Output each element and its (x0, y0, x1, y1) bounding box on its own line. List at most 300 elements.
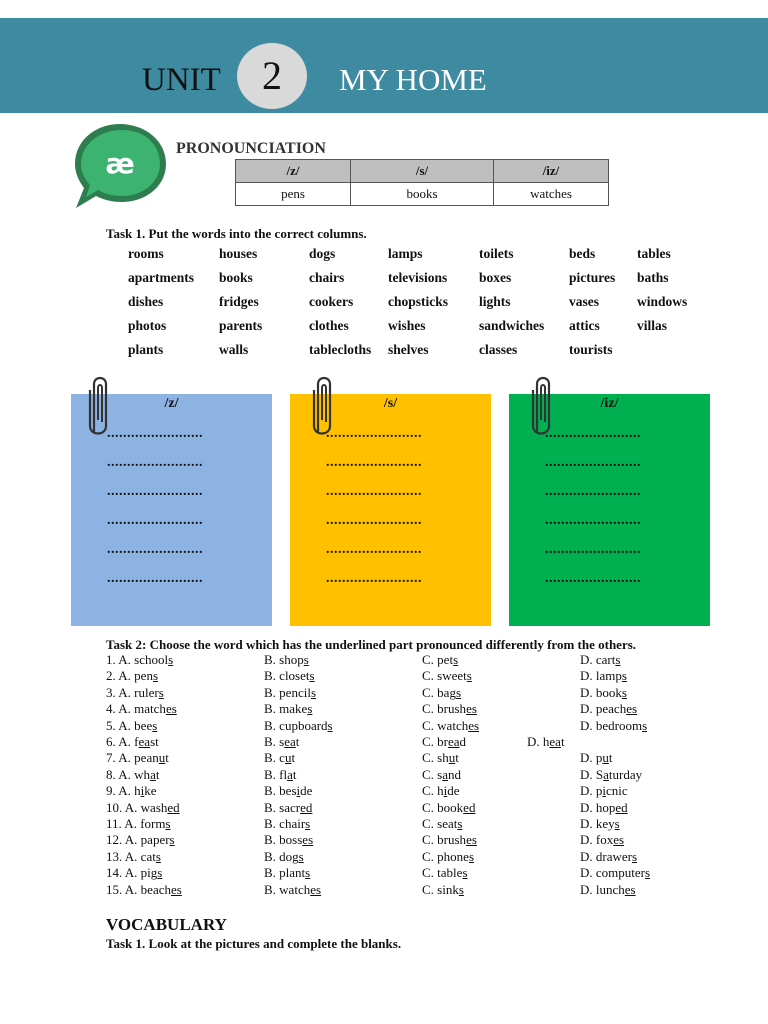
underlined-part: ed (167, 799, 180, 815)
answer-option (264, 816, 310, 832)
answer-blank: ........................ (326, 484, 422, 499)
option-text: bee (134, 717, 153, 733)
option-text: B. bes (264, 783, 297, 799)
option-text: D. S (580, 766, 604, 782)
underlined-part: s (455, 684, 462, 700)
answer-option (580, 718, 647, 734)
option-text: ruler (134, 684, 159, 700)
underlined-part: s (468, 848, 475, 864)
pronunciation-table (235, 159, 609, 206)
answer-option (422, 882, 464, 898)
underlined-part: ed (463, 799, 476, 815)
word-item: chopsticks (388, 294, 449, 309)
underlined-part: ea (549, 734, 561, 749)
answer-option (134, 767, 159, 782)
option-text: wash (140, 799, 168, 815)
word-item: sandwiches (479, 318, 545, 333)
underlined-part: s (158, 684, 164, 700)
option-text: D. cart (580, 652, 616, 667)
option-text: h (134, 783, 141, 799)
question-a (106, 750, 169, 766)
underlined-part: s (157, 865, 163, 881)
question-a (106, 800, 180, 816)
option-text: B. closet (264, 668, 310, 684)
answer-blank: ........................ (326, 455, 422, 470)
answer-option (264, 652, 309, 668)
question-number: 8. A. (106, 766, 135, 782)
underlined-part: ea (448, 734, 460, 749)
word-item: classes (479, 342, 518, 357)
answer-blank: ........................ (545, 571, 641, 586)
option-text: de (447, 783, 460, 799)
answer-option (264, 668, 315, 684)
pronunciation-heading: PRONOUNCIATION (176, 140, 326, 157)
question-row (106, 750, 706, 766)
option-text: B. watch (264, 881, 311, 897)
option-text: t (165, 750, 169, 766)
answer-blank: ........................ (545, 513, 641, 528)
answer-option (580, 800, 628, 816)
answer-option (422, 767, 461, 783)
option-text: turday (608, 766, 643, 782)
option-text: nd (448, 766, 462, 782)
word-item: books (219, 270, 253, 285)
underlined-part: s (305, 816, 311, 831)
underlined-part: es (310, 881, 322, 897)
answer-blank: ........................ (107, 542, 203, 557)
answer-option (264, 685, 316, 701)
answer-option (580, 783, 628, 799)
option-text: school (134, 652, 169, 667)
underlined-part: s (155, 848, 161, 864)
option-text: D. computer (580, 865, 645, 881)
answer-option (264, 882, 321, 898)
underlined-part: i (602, 783, 607, 799)
underlined-part: ed (300, 799, 313, 815)
answer-option (264, 701, 312, 717)
option-text: D. bedroom (580, 717, 643, 733)
underlined-part: s (466, 668, 472, 684)
word-item: televisions (388, 270, 448, 285)
option-text: D. lunch (580, 881, 625, 897)
option-text: st (150, 734, 159, 749)
answer-option (264, 734, 299, 750)
task1-heading: Task 1. Put the words into the correct columns. (106, 226, 367, 241)
word-item: fridges (219, 294, 259, 309)
vocabulary-task1-heading: Task 1. Look at the pictures and complete the blanks. (106, 936, 402, 951)
underlined-part: a (442, 766, 449, 782)
word-item: cookers (309, 294, 354, 309)
question-row (106, 816, 706, 832)
option-text: d (459, 734, 467, 749)
question-number: 1. A. (106, 652, 135, 667)
underlined-part: s (644, 865, 651, 881)
column-s-label: /s/ (383, 396, 398, 411)
underlined-part: u (448, 750, 456, 766)
answer-option (580, 750, 613, 766)
answer-option (527, 734, 565, 750)
table-header-z: /z/ (236, 160, 351, 183)
underlined-part: s (453, 652, 459, 667)
option-text: C. sink (422, 881, 459, 897)
underlined-part: es (302, 832, 314, 848)
underlined-part: a (603, 766, 609, 782)
answer-option (141, 832, 175, 847)
answer-option (422, 816, 462, 832)
column-z-label: /z/ (164, 396, 179, 411)
option-text: t (608, 750, 613, 766)
underlined-part: s (621, 684, 627, 700)
question-number: 7. A. (106, 750, 135, 766)
answer-option (141, 849, 161, 864)
question-a (106, 767, 159, 783)
option-text: C. h (422, 783, 444, 799)
answer-blank: ........................ (326, 513, 422, 528)
option-text: B. pencil (264, 684, 311, 700)
word-item: baths (637, 270, 669, 285)
option-text: C. watch (422, 717, 469, 733)
unit-number-badge: 2 (237, 43, 307, 109)
word-item: lights (479, 294, 511, 309)
underlined-part: es (466, 701, 477, 717)
paperclip-icon (308, 370, 340, 442)
option-text: D. drawer (580, 848, 632, 864)
underlined-part: s (614, 816, 620, 831)
underlined-part: ea (138, 734, 151, 749)
word-item: parents (219, 318, 263, 333)
answer-option (140, 816, 170, 831)
answer-option (422, 668, 472, 684)
question-number: 10. A. (106, 799, 141, 815)
option-text: B. s (264, 734, 285, 749)
underlined-part: a (287, 766, 293, 782)
question-a (106, 668, 158, 684)
answer-option (422, 783, 460, 799)
word-item: tourists (569, 342, 613, 357)
option-text: D. p (580, 750, 603, 766)
answer-option (134, 734, 159, 749)
answer-option (580, 767, 642, 783)
underlined-part: es (613, 832, 625, 848)
answer-option (264, 800, 312, 816)
option-text: t (560, 734, 565, 749)
option-text: D. p (580, 783, 603, 799)
word-item: apartments (128, 270, 194, 285)
option-text: C. s (422, 766, 443, 782)
option-text: C. seat (422, 816, 458, 831)
underlined-part: s (621, 668, 627, 684)
answer-option (422, 849, 474, 865)
option-text: match (134, 701, 166, 717)
answer-option (580, 849, 637, 865)
underlined-part: ea (284, 734, 296, 749)
option-text: D. key (580, 816, 615, 831)
question-a (106, 718, 157, 734)
underlined-part: i (140, 783, 145, 799)
question-row (106, 652, 706, 668)
answer-option (580, 865, 650, 881)
answer-option (422, 652, 458, 668)
word-item: dishes (128, 294, 164, 309)
word-item: houses (219, 246, 258, 261)
underlined-part: a (150, 766, 156, 782)
underlined-part: i (296, 783, 301, 799)
underlined-part: s (310, 684, 316, 700)
underlined-part: es (466, 832, 477, 848)
word-item: attics (569, 318, 600, 333)
option-text: D. h (527, 734, 550, 749)
underlined-part: es (468, 717, 480, 733)
underlined-part: u (284, 750, 292, 766)
underlined-part: s (152, 668, 159, 684)
answer-option (422, 750, 459, 766)
option-text: B. sacr (264, 799, 301, 815)
option-text: pen (134, 668, 153, 684)
answer-option (264, 718, 333, 734)
underlined-part: s (631, 848, 638, 864)
option-text: B. make (264, 701, 308, 717)
underlined-part: s (307, 701, 313, 717)
underlined-part: s (152, 717, 158, 733)
question-a (106, 783, 157, 799)
answer-option (134, 783, 156, 798)
option-text: pig (140, 865, 158, 881)
option-text: t (295, 734, 300, 749)
answer-option (580, 701, 637, 717)
underlined-part: i (443, 783, 448, 799)
question-row (106, 882, 706, 898)
underlined-part: s (327, 717, 333, 733)
table-example-s: books (351, 183, 494, 206)
option-text: D. peach (580, 701, 627, 717)
task2-heading: Task 2: Choose the word which has the underlined part pronounced differently from the others. (106, 637, 637, 652)
underlined-part: es (170, 881, 182, 897)
answer-option (580, 652, 620, 668)
word-item: windows (637, 294, 688, 309)
question-a (106, 865, 162, 881)
option-text: wh (134, 766, 151, 782)
answer-option (134, 701, 177, 716)
word-item: tablecloths (309, 342, 372, 357)
word-item: tables (637, 246, 671, 261)
option-text: D. book (580, 684, 622, 700)
answer-blank: ........................ (545, 426, 641, 441)
question-row (106, 734, 706, 750)
question-number: 3. A. (106, 684, 135, 700)
underlined-part: u (158, 750, 166, 766)
unit-title: MY HOME (339, 62, 487, 97)
option-text: t (292, 766, 297, 782)
underlined-part: s (168, 652, 174, 667)
answer-blank: ........................ (107, 455, 203, 470)
answer-blank: ........................ (545, 484, 641, 499)
answer-option (134, 685, 164, 700)
option-text: C. brush (422, 701, 467, 717)
answer-option (141, 865, 163, 880)
question-a (106, 734, 159, 750)
answer-option (580, 882, 636, 898)
answer-option (264, 783, 312, 799)
answer-option (422, 734, 466, 750)
question-row (106, 685, 706, 701)
underlined-part: s (169, 832, 175, 848)
option-text: t (291, 750, 296, 766)
question-row (106, 767, 706, 783)
option-text: C. sh (422, 750, 449, 766)
underlined-part: s (303, 652, 309, 667)
option-text: D. lamp (580, 668, 622, 684)
vocabulary-heading: VOCABULARY (106, 915, 227, 934)
question-number: 4. A. (106, 701, 135, 717)
word-item: boxes (479, 270, 512, 285)
answer-blank: ........................ (545, 455, 641, 470)
paperclip-icon (84, 370, 116, 442)
question-row (106, 832, 706, 848)
question-a (106, 816, 171, 832)
answer-blank: ........................ (326, 426, 422, 441)
question-number: 15. A. (106, 881, 141, 897)
answer-blank: ........................ (107, 426, 203, 441)
question-number: 11. A. (106, 816, 141, 831)
option-text: de (300, 783, 313, 799)
answer-option (422, 718, 479, 734)
word-item: pictures (569, 270, 616, 285)
answer-option (422, 701, 477, 717)
question-number: 9. A. (106, 783, 135, 799)
word-item: toilets (479, 246, 514, 261)
answer-option (264, 849, 304, 865)
answer-blank: ........................ (107, 484, 203, 499)
speech-bubble-ae-icon (72, 120, 172, 212)
option-text: C. brush (422, 832, 467, 848)
question-number: 6. A. (106, 734, 135, 749)
question-a (106, 832, 175, 848)
option-text: C. sweet (422, 668, 467, 684)
option-text: B. cupboard (264, 717, 328, 733)
option-text: C. book (422, 799, 464, 815)
underlined-part: s (457, 816, 463, 831)
option-text: C. br (422, 734, 448, 749)
option-text: cat (140, 848, 156, 864)
question-a (106, 701, 177, 717)
answer-option (422, 685, 461, 701)
option-text: B. boss (264, 832, 303, 848)
answer-option (264, 865, 310, 881)
word-item: vases (569, 294, 599, 309)
underlined-part: s (642, 717, 648, 733)
answer-blank: ........................ (107, 513, 203, 528)
question-row (106, 718, 706, 734)
table-header-iz: /iz/ (494, 160, 609, 183)
underlined-part: s (462, 865, 468, 881)
logo-symbol: æ (105, 147, 135, 180)
underlined-part: s (615, 652, 621, 667)
option-text: pean (134, 750, 159, 766)
answer-option (580, 816, 620, 832)
word-item: wishes (388, 318, 426, 333)
table-header-s: /s/ (351, 160, 494, 183)
question-row (106, 800, 706, 816)
question-number: 12. A. (106, 832, 141, 848)
question-row (106, 668, 706, 684)
word-item: villas (637, 318, 668, 333)
underlined-part: u (602, 750, 609, 766)
answer-option (422, 800, 475, 816)
option-text: ke (144, 783, 157, 799)
word-item: clothes (309, 318, 349, 333)
table-example-iz: watches (494, 183, 609, 206)
word-item: plants (128, 342, 164, 357)
question-row (106, 865, 706, 881)
answer-option (141, 800, 180, 815)
word-item: shelves (388, 342, 429, 357)
underlined-part: s (165, 816, 171, 831)
word-item: photos (128, 318, 167, 333)
underlined-part: es (624, 881, 636, 897)
option-text: B. plant (264, 865, 306, 881)
paperclip-icon (527, 370, 559, 442)
option-text: C. pet (422, 652, 454, 667)
option-text: C. table (422, 865, 463, 881)
answer-option (580, 668, 627, 684)
question-number: 14. A. (106, 865, 141, 881)
answer-option (264, 767, 297, 783)
answer-option (422, 832, 477, 848)
answer-option (422, 865, 468, 881)
table-example-z: pens (236, 183, 351, 206)
question-number: 2. A. (106, 668, 135, 684)
question-row (106, 701, 706, 717)
word-item: rooms (128, 246, 164, 261)
option-text: D. fox (580, 832, 614, 848)
answer-blank: ........................ (107, 571, 203, 586)
underlined-part: s (305, 865, 311, 881)
underlined-part: es (165, 701, 177, 717)
answer-blank: ........................ (545, 542, 641, 557)
answer-blank: ........................ (326, 571, 422, 586)
unit-label: UNIT (142, 62, 221, 98)
question-number: 5. A. (106, 717, 135, 733)
question-row (106, 783, 706, 799)
option-text: cnic (606, 783, 628, 799)
option-text: D. hop (580, 799, 616, 815)
answer-option (580, 832, 624, 848)
option-text: t (155, 766, 160, 782)
answer-option (141, 882, 182, 897)
underlined-part: s (309, 668, 315, 684)
question-a (106, 882, 182, 898)
answer-option (134, 718, 157, 733)
option-text: beach (140, 881, 171, 897)
option-text: f (134, 734, 139, 749)
option-text: B. chair (264, 816, 306, 831)
option-text: B. c (264, 750, 285, 766)
underlined-part: ed (615, 799, 628, 815)
option-text: form (140, 816, 166, 831)
answer-option (264, 750, 295, 766)
answer-option (264, 832, 313, 848)
option-text: paper (140, 832, 170, 848)
word-item: walls (219, 342, 249, 357)
answer-option (580, 685, 627, 701)
answer-option (134, 668, 158, 683)
word-item: lamps (388, 246, 423, 261)
underlined-part: s (458, 881, 464, 897)
option-text: B. fl (264, 766, 288, 782)
answer-blank: ........................ (326, 542, 422, 557)
word-item: dogs (309, 246, 336, 261)
underlined-part: s (298, 848, 304, 864)
